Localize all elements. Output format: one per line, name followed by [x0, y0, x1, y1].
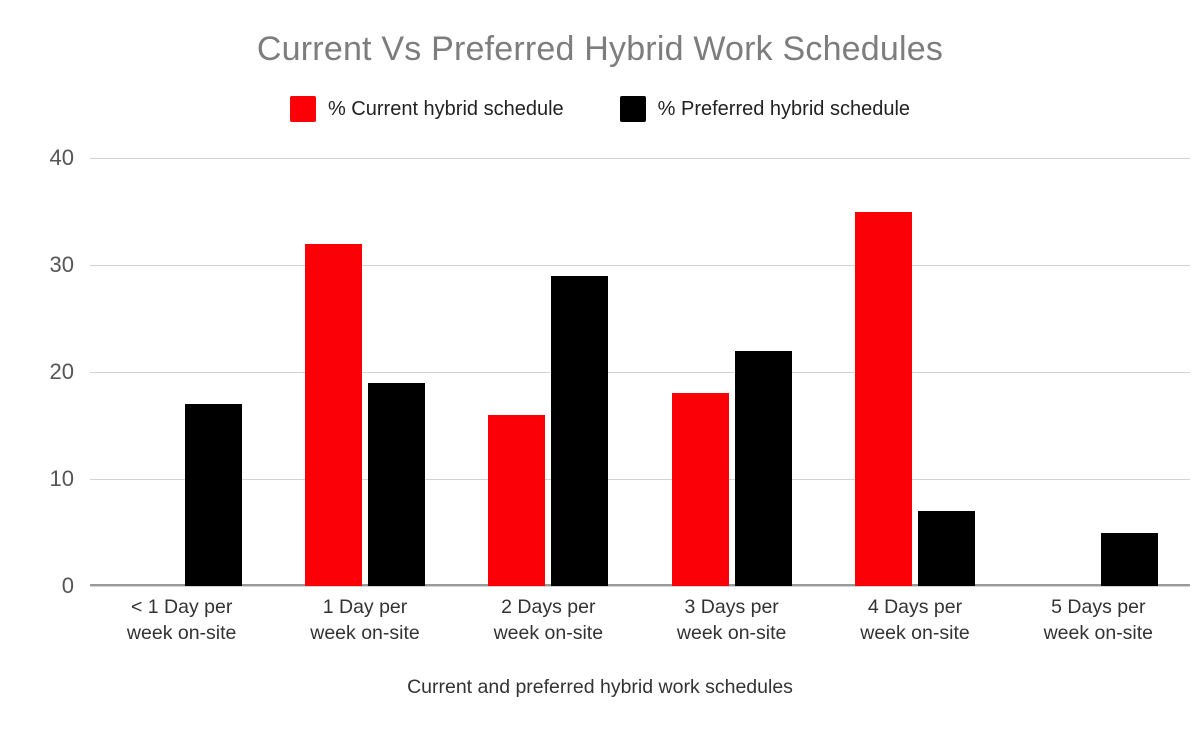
bar-group [273, 158, 456, 586]
y-axis-tick-label: 30 [49, 252, 74, 277]
plot-area [49, 145, 1190, 598]
x-axis-tick-label: < 1 Day per week on-site [126, 596, 237, 644]
bar[interactable] [551, 276, 608, 586]
x-axis-tick-label: 1 Day per week on-site [310, 596, 420, 644]
x-axis-tick-label: 3 Days per week on-site [676, 596, 787, 644]
y-axis-tick-label: 40 [49, 145, 74, 170]
y-axis-tick-label: 10 [49, 466, 74, 491]
y-axis-tick-label: 0 [61, 573, 74, 598]
bar-group [823, 158, 1006, 586]
legend-label-preferred: % Preferred hybrid schedule [657, 97, 911, 120]
x-axis-tick-label: 2 Days per week on-site [493, 596, 604, 644]
x-axis-tick-label: 4 Days per week on-site [860, 596, 970, 644]
chart-title: Current Vs Preferred Hybrid Work Schedules [256, 30, 944, 68]
legend-swatch-current [290, 96, 316, 122]
legend-item-current[interactable] [290, 96, 564, 122]
legend-label-current: % Current hybrid schedule [327, 97, 564, 120]
bar[interactable] [672, 393, 729, 586]
bar-group [457, 158, 640, 586]
bar-group [1007, 158, 1190, 586]
bar[interactable] [735, 351, 792, 586]
bar[interactable] [488, 415, 545, 586]
bar[interactable] [918, 511, 975, 586]
chart-legend [0, 96, 1200, 122]
x-axis-tick-label: 5 Days per week on-site [1043, 596, 1154, 644]
gridline [90, 586, 1190, 587]
bar-group [90, 158, 273, 586]
legend-item-preferred[interactable] [620, 96, 910, 122]
bar-group [640, 158, 823, 586]
x-axis-title: Current and preferred hybrid work schedules [407, 676, 793, 698]
bar[interactable] [185, 404, 242, 586]
bar[interactable] [855, 212, 912, 587]
bar[interactable] [305, 244, 362, 586]
bar-groups [90, 158, 1190, 586]
bar[interactable] [368, 383, 425, 586]
x-axis-tick-labels [90, 594, 1190, 646]
bar[interactable] [1101, 533, 1158, 587]
legend-swatch-preferred [620, 96, 646, 122]
y-axis-tick-label: 20 [49, 359, 74, 384]
